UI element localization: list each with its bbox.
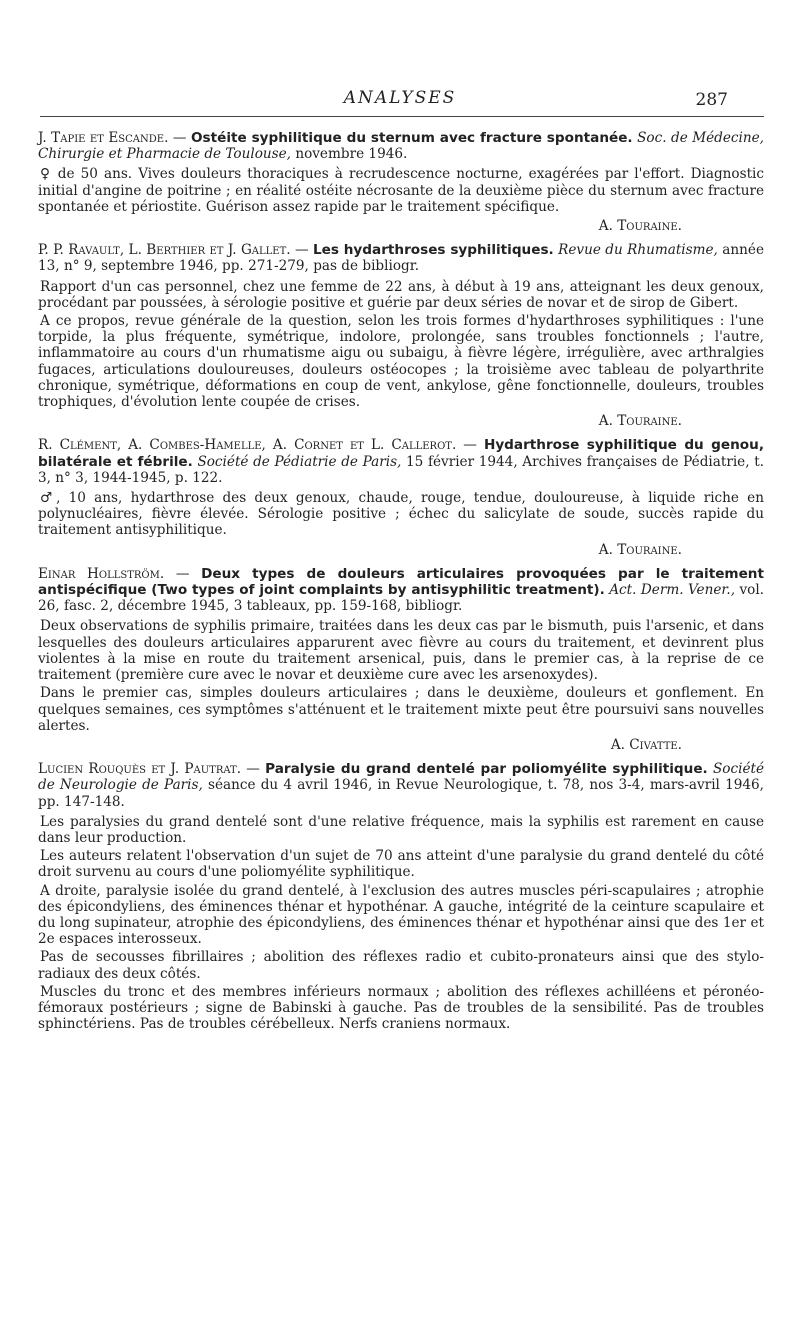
- citation: [38, 566, 764, 615]
- citation: [38, 242, 764, 274]
- page-number: 287: [695, 90, 728, 110]
- page-content: [38, 130, 764, 1039]
- authors: J. Tapie et Escande.: [38, 130, 169, 146]
- publication-details: 15 février 1944, Archives françaises de Pédiatrie, t. 3, n° 3, 1944-1945, p. 122.: [38, 453, 764, 486]
- reviewer-signature: A. Touraine.: [598, 413, 682, 430]
- publication-details: séance du 4 avril 1946, in Revue Neurologique, t. 78, nos 3-4, mars-avril 1946, pp. 147-148.: [38, 777, 765, 810]
- journal: Société de Pédiatrie de Paris,: [197, 453, 402, 470]
- article-title: Hydarthrose syphilitique du genou, bilatérale et fébrile.: [38, 437, 764, 470]
- journal: Act. Derm. Vener.,: [609, 582, 736, 599]
- journal: Revue du Rhumatisme,: [558, 242, 718, 259]
- abstract-paragraph: Les auteurs relatent l'observation d'un sujet de 70 ans atteint d'une paralysie du grand dentelé du côté droit survenu au cours d'une poliomyélite syphilitique.: [38, 848, 764, 881]
- separator: —: [290, 242, 313, 259]
- article-title: Ostéite syphilitique du sternum avec fracture spontanée.: [190, 130, 633, 146]
- review-entry: [38, 566, 764, 753]
- reviewer-signature: A. Touraine.: [598, 541, 682, 558]
- article-title: Deux types de douleurs articulaires provoquées par le traitement antispécifique (Two types of joint complaints by antisyphilitic treatment).: [38, 565, 764, 599]
- separator: —: [164, 565, 202, 582]
- reviewer-signature: A. Touraine.: [598, 218, 682, 235]
- authors: R. Clément, A. Combes-Hamelle, A. Cornet et L. Callerot.: [38, 437, 457, 454]
- citation: [38, 437, 764, 486]
- abstract-paragraph: Les paralysies du grand dentelé sont d'une relative fréquence, mais la syphilis est rarement en cause dans leur production.: [38, 813, 764, 846]
- citation: [38, 761, 764, 810]
- abstract-paragraph: ♂, 10 ans, hydarthrose des deux genoux, chaude, rouge, tendue, douloureuse, à liquide riche en polynucléaires, fièvre élevée. Sérologie positive ; échec du salicylate de soude, succès rapide du traitement antisyphilitique.: [38, 490, 764, 539]
- review-entry: [38, 242, 764, 429]
- article-title: Paralysie du grand dentelé par poliomyélite syphilitique.: [265, 761, 708, 778]
- separator: —: [456, 437, 484, 454]
- citation: [38, 130, 764, 162]
- publication-details: novembre 1946.: [295, 146, 408, 163]
- journal: Société de Neurologie de Paris,: [38, 761, 764, 794]
- review-entry: [38, 437, 764, 557]
- abstract-paragraph: A droite, paralysie isolée du grand dentelé, à l'exclusion des autres muscles péri-scapulaires ; atrophie des épicondyliens, des éminences thénar et hypothénar. A gauche, intégrité de la ceinture scapulaire et du long supinateur, atrophie des épicondyliens, des éminences thénar et hypothénar ainsi que des 1er et 2e espaces interosseux.: [38, 882, 764, 948]
- abstract-paragraph: Rapport d'un cas personnel, chez une femme de 22 ans, à début à 19 ans, atteignant les deux genoux, procédant par poussées, à sérologie positive et guérie par deux séries de novar et de sirop de Gibert.: [38, 278, 764, 311]
- abstract-paragraph: ♀ de 50 ans. Vives douleurs thoraciques à recrudescence nocturne, exagérées par l'effort. Diagnostic initial d'angine de poitrine ; en réalité ostéite nécrosante de la deuxième pièce du sternum avec fracture spontanée et périostite. Guérison assez rapide par le traitement spécifique.: [38, 166, 764, 215]
- article-title: Les hydarthroses syphilitiques.: [312, 242, 554, 259]
- authors: Lucien Rouquès et J. Pautrat.: [38, 761, 242, 778]
- journal: Soc. de Médecine, Chirurgie et Pharmacie de Toulouse,: [38, 130, 765, 163]
- abstract-paragraph: A ce propos, revue générale de la question, selon les trois formes d'hydarthroses syphilitiques : l'une torpide, la plus fréquente, symétrique, indolore, prolongée, sans troubles fonctionnels ; l'autre, inflammatoire au cours d'un rhumatisme aigu ou subaigu, à fièvre légère, irrégulière, avec arthralgies fugaces, articulations douloureuses, douleurs ostéocopes ; la troisième avec tableau de polyarthrite chronique, symétrique, déformations en coup de vent, ankylose, gêne fonctionnelle, douleurs, troubles trophiques, d'évolution lente coupée de crises.: [38, 313, 764, 411]
- abstract-paragraph: Deux observations de syphilis primaire, traitées dans les deux cas par le bismuth, puis l'arsenic, et dans lesquelles des douleurs articulaires apparurent avec fièvre au cours du traitement, et devinrent plus violentes à la mise en route du traitement arsenical, puis, dans le premier cas, à la reprise de ce traitement (première cure avec le novar et deuxième cure avec les arsenoxydes).: [38, 618, 764, 684]
- reviewer-signature: A. Civatte.: [610, 736, 682, 753]
- abstract-paragraph: Dans le premier cas, simples douleurs articulaires ; dans le deuxième, douleurs et gonflement. En quelques semaines, ces symptômes s'atténuent et le traitement mixte peut être poursuivi sans nouvelles alertes.: [38, 685, 764, 734]
- abstract-paragraph: Muscles du tronc et des membres inférieurs normaux ; abolition des réflexes achilléens et péronéo-fémoraux postérieurs ; signe de Babinski à gauche. Pas de troubles de la sensibilité. Pas de troubles sphinctériens. Pas de troubles cérébelleux. Nerfs craniens normaux.: [38, 983, 764, 1033]
- publication-details: vol. 26, fasc. 2, décembre 1945, 3 tableaux, pp. 159-168, bibliogr.: [38, 582, 764, 615]
- separator: —: [168, 130, 191, 146]
- header-rule: [40, 116, 764, 117]
- abstract-paragraph: Pas de secousses fibrillaires ; abolition des réflexes radio et cubito-pronateurs ainsi que des stylo-radiaux des deux côtés.: [38, 949, 764, 982]
- review-entry: [38, 130, 764, 234]
- authors: P. P. Ravault, L. Berthier et J. Gallet.: [38, 242, 291, 259]
- running-header: ANALYSES: [343, 88, 457, 108]
- review-entry: [38, 761, 764, 1032]
- separator: —: [241, 761, 266, 778]
- authors: Einar Hollström.: [38, 565, 165, 582]
- publication-details: année 13, n° 9, septembre 1946, pp. 271-279, pas de bibliogr.: [38, 242, 764, 275]
